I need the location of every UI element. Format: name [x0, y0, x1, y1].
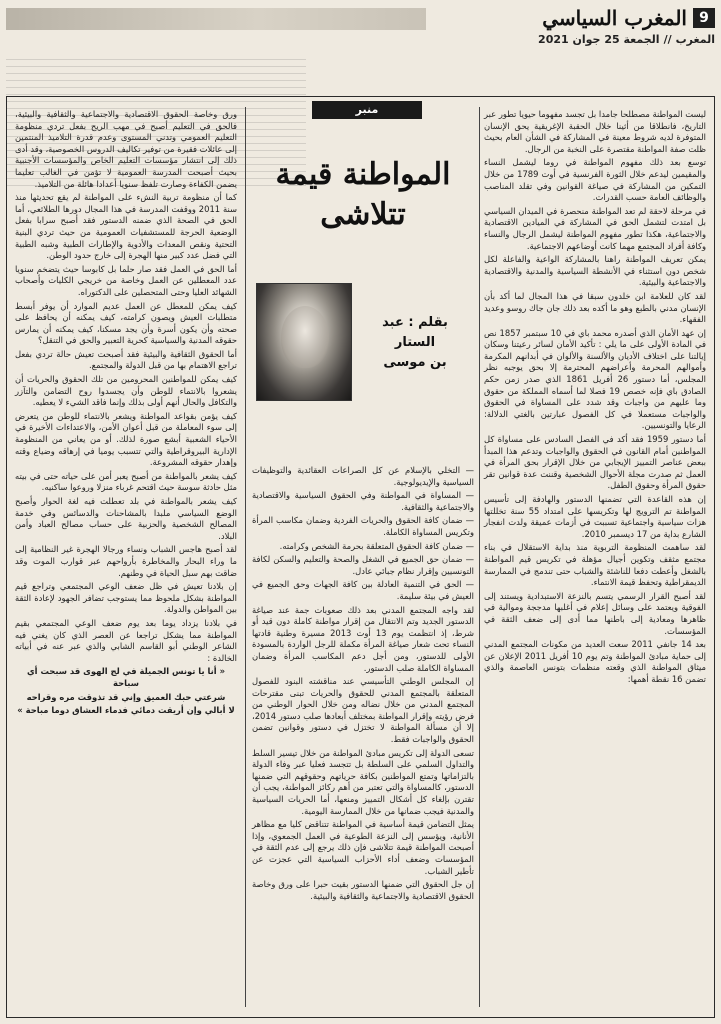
section-title: المغرب السياسي [542, 6, 687, 30]
article-paragraph: أما الحق في العمل فقد صار حلما بل كابوسا حيث يتضخم سنويا عدد المعطلين عن العمل وخاصة من خريجي الكليات وأصحاب الشهائد العليا وحتى المتحصلين على الدكتوراه. [15, 263, 237, 297]
dateline [538, 33, 715, 46]
article-paragraph: إن بلادنا تعيش في ظل ضعف الوعي المجتمعي وتراجع قيم المواطنة بشكل ملحوظ مما يستوجب تضافر الجهود لإعادة الثقة بين المواطن والدولة. [15, 581, 237, 615]
author-portrait [281, 306, 329, 368]
article-paragraph: — الحق في التنمية العادلة بين كافة الجهات وحق الجميع في العيش في بيئة سليمة. [252, 579, 474, 601]
article-paragraph: كيف يمكن للمعطل عن العمل عديم الموارد أن يوفر أبسط متطلبات العيش ويصون كرامته، كيف يمكنه أن يحافظ على صحته وأن يكون أسرة وأن يجد مسكنا، كيف يمكنه أن يمارس حقوقه المدنية والسياسية كحرية التعبير والحق في التنقل؟ [15, 300, 237, 346]
headline-line-2: تتلاشى [320, 197, 406, 232]
article-paragraph: كيف يشعر بالمواطنة في بلد تعطلت فيه لغة الحوار وأصبح الوضع السياسي ملبدا بالمشاحنات والدسائس وفي خدمة المصالح الشخصية والحزبية على حساب مصالح العباد وأمن البلاد. [15, 496, 237, 541]
article-paragraph: لقد ساهمت المنظومة التربوية منذ بداية الاستقلال في بناء مجتمع مثقف وتكوين أجيال مؤهلة في تكريس قيم المواطنة بالشغل وأعطت دفعا للناشئة والشباب حتى تندمج في الممارسة الديمقراطية وتحفظ قيمة الانتماء. [484, 542, 706, 588]
column-divider [479, 107, 480, 1007]
publication-name: المغرب [675, 33, 715, 46]
article-column-right [484, 109, 706, 688]
article-paragraph: — ضمان كافة الحقوق والحريات الفردية وضمان مكاسب المرأة وتكريس المساواة الكاملة. [252, 515, 474, 537]
article-paragraph: كيف يشعر بالمواطنة من أصبح يعبر أمن على حياته حتى في بيته مثل حادثة سوسة حيث اقتحم غرباء منزلا وروعوا ساكنيه. [15, 470, 237, 493]
article-paragraph: إن جل الحقوق التي ضمنها الدستور بقيت حبرا على ورق وخاصة الحقوق الاقتصادية والاجتماعية والثقافية والبيئية. [252, 879, 474, 901]
article-paragraph: لقد كان للعلامة ابن خلدون سبقا في هذا المجال لما أكد بأن الإنسان مدني بالطبع وهو ما أكده بعد ذلك جان جاك روسو وعديد الفقهاء. [484, 290, 706, 325]
dateline-separator: // [663, 33, 672, 46]
article-paragraph: إن المجلس الوطني التأسيسي عند مناقشته البنود للفصول المتعلقة بالمجتمع المدني للحقوق والحريات تبنى مقترحات المجتمع المدني من خلال نضاله ومن خلال الحوار الوطني من فرض رؤيته وإقرار المواطنة بمختلف أبعادها صلب دستور 2014، إلا أن مسألة المواطنة لا تختزل في دستور وقوانين تضمن الحقوق والواجبات فقط. [252, 676, 474, 745]
page-number: 9 [693, 8, 715, 28]
headline-line-1: المواطنة قيمة [275, 157, 451, 192]
article-paragraph: كما أن منظومة تربية النشء على المواطنة لم يقع تحديثها منذ سنة 2011 ووقفت المدرسة في هذا المجال دورها الطلائعي، أما الحق في الصحة الذي ضمنه الدستور فقد أصبح سرابا بفعل الوضعية الحرجة للمستشفيات العمومية من حيث تردي البنية التحتية ونقص المعدات والأدوية والإطارات الطبية وشبه الطبية التي فضل عدد كبير منها الهجرة إلى خارج حدود الوطن. [15, 192, 238, 261]
poem-verse: لا أبالي وإن أريقت دمائي فدماء العشاق دوما مباحة » [17, 705, 235, 716]
article-paragraph: يمثل التضامن قيمة أساسية في المواطنة تتناقض كليا مع مظاهر الأنانية، ويؤسس إلى النزعة الطوعية في العمل الجمعوي، وإذا أصبحت المواطنة قيمة تتلاشى فإن ذلك يرجع إلى عدم الثقة في المؤسسات وضعف أداء الأحزاب السياسية التي عجزت عن تأطير الشباب. [252, 819, 474, 876]
byline-name: بن موسى [383, 355, 447, 370]
article-paragraph: — ضمان حق الجميع في الشغل والصحة والتعليم والسكن لكافة التونسيين وإقرار نظام جبائي عادل. [252, 554, 474, 576]
poem-verse: شرعتي حبك العميق وإني قد تذوقت مره وقراحه [26, 691, 226, 702]
article-paragraph: لقد واجه المجتمع المدني بعد ذلك صعوبات جمة عند صياغة الدستور الجديد وتم الانتقال من إقرار مواطنة كاملة دون قيد أو شرط، إذ انتظمت يوم 13 أوت 2013 مسيرة وطنية قادتها النساء تحت شعار صياغة المرأة مكملة للرجل الواردة بالمسودة الأولى للدستور، ومن أجل دعم المكاسب المرأة وضمان المساواة الكاملة صلب الدستور. [252, 604, 474, 673]
article-paragraph: أما الحقوق الثقافية والبيئية فقد أصبحت تعيش حالة تردي بفعل تراجع الاهتمام بها من قبل الدولة والمجتمع. [15, 348, 237, 371]
article-headline [250, 155, 476, 235]
author-name [360, 313, 470, 373]
article-paragraph: يمكن تعريف المواطنة راهنا بالمشاركة الواعية والفاعلة لكل شخص دون استثناء في الأنشطة السياسية والمدنية والاقتصادية والاجتماعية والبيئية. [484, 254, 706, 288]
article-paragraph: في مرحلة لاحقة لم تعد المواطنة منحصرة في الميدان السياسي بل امتدت لتشمل الحق في المشاركة في الميادين الاقتصادية والاجتماعية، هكذا تطور مفهوم المواطنة ليشمل الرجال والنساء وكافة أفراد المجتمع مهما كانت أوضاعهم الاجتماعية. [484, 205, 706, 251]
publication-date: الجمعة 25 جوان 2021 [538, 33, 660, 46]
column-divider [245, 107, 246, 1007]
article-paragraph: في بلادنا يزداد يوما بعد يوم ضعف الوعي المجتمعي بقيم المواطنة مما يشكل تراجعا عن العصر الذي كان يغني فيه الشاعر الوطني أبو القاسم الشابي والذي عبر عنه في أبياته الخالدة : [15, 617, 237, 663]
article-paragraph: — المساواة في المواطنة وفي الحقوق السياسية والاقتصادية والاجتماعية والثقافية. [252, 490, 474, 512]
article-paragraph: ليست المواطنة مصطلحا جامدا بل تجسد مفهوما حيويا تطور عبر التاريخ، فانطلاقا من أثينا خلال الحقبة الإغريقية يحق الإنسان المتوفرة لديه شروط معينة في المشاركة في الشأن العام بحيث ظلت صفة المواطنة مقتصرة على النخبة من الرجال. [484, 109, 706, 154]
article-paragraph: تسعى الدولة إلى تكريس مبادئ المواطنة من خلال تيسير السلط والتداول السلمي على السلطة بل تتجسد فعليا عبر وفاء الدولة بالتزاماتها وتمتع المواطنين بكافة حرياتهم وحقوقهم التي ضمنها الدستور، كالمساواة والتي تعتبر من أهم ركائز المواطنة، يجب أن تقترن بإلغاء كل أشكال التمييز ومنعها، أما الحريات السياسية والمدنية فيجب ضمانها من خلال الممارسة اليومية. [252, 747, 474, 816]
article-paragraph: إن هذه القاعدة التي تضمنها الدستور والهادفة إلى تأسيس المواطنة تم الترويج لها وتكريسها على امتداد 55 سنة تخللتها هزات سياسية واجتماعية تسببت في أزمات عميقة ولدت انفجار الشارع بداية من 17 ديسمبر 2010. [484, 494, 706, 539]
article-paragraph: لقد أصبح القرار الرسمي يتسم بالنزعة الاستبدادية ويستند إلى الفوقية ويعتمد على وسائل إعلام في أغلبها مدججة وموالية في ظاهرها ومعادية إلى باطنها مما أدى إلى ضعف الثقة في المؤسسات. [484, 590, 706, 636]
article-paragraph: لقد أصبح هاجس الشباب ونساء ورجالا الهجرة غير النظامية إلى ما وراء البحار والمخاطرة بأرواحهم عبر قوارب الموت وقد ضاقت بهم سبل الحياة في وطنهم. [15, 544, 237, 578]
section-tag: منبر [312, 101, 422, 119]
article-paragraph: — التخلي بالإسلام عن كل الصراعات العقائدية والتوظيفات السياسية والإيديولوجية. [252, 465, 474, 487]
article-paragraph: كيف يؤمن بقواعد المواطنة ويشعر بالانتماء للوطن من يتعرض إلى سوء المعاملة من قبل أعوان الأمن، والاعتداءات الأخيرة في الأحياء الشعبية أبشع صورة لذلك. أو من يعاني من المنظومة الإدارية البيروقراطية والتي تتسبب يوميا في إرهاقه وضياع وقته وإهدار حقوقه المشروعة. [15, 410, 237, 468]
article-paragraph: — ضمان كافة الحقوق المتعلقة بحرمة الشخص وكرامته. [279, 540, 474, 551]
masthead [6, 6, 715, 50]
article-column-left [15, 109, 237, 719]
article-paragraph: بعد 14 جانفي 2011 سعت العديد من مكونات المجتمع المدني إلى حماية مبادئ المواطنة وتم يوم 10 أفريل 2011 الإعلان عن ميثاق المواطنة الذي وقعته منظمات بتونس العاصمة والذي تضمن 16 نقطة أهمها: [484, 639, 706, 684]
byline-prefix: بقلم : عبد الستار [382, 315, 448, 350]
faded-banner [6, 8, 426, 30]
article-paragraph: كيف يمكن للمواطنين المحرومين من تلك الحقوق والحريات أن يشعروا بالانتماء للوطن وأن يجسدوا روح التضامن والتآزر والتكافل والحال أنهم أولى بذلك وإنما فاقد الشيء لا يعطيه. [15, 374, 237, 408]
article-paragraph: توسع بعد ذلك مفهوم المواطنة في روما ليشمل النساء والمقيمين ليدعم خلال الثورة الفرنسية في أوت 1789 من خلال التمكين من المشاركة في صياغة القوانين وفي تقلد المناصب والوظائف العامة حسب القدرات. [484, 157, 706, 203]
article-column-middle [252, 465, 474, 904]
author-photo [256, 283, 352, 401]
article-frame [6, 96, 715, 1018]
byline [250, 283, 476, 443]
article-paragraph: ورق وخاصة الحقوق الاقتصادية والاجتماعية والثقافية والبيئية، فالحق في التعليم أصبح في مهب الريح بفعل تردي منظومة التعليم العمومي وتدني المستوى وعدم قدرة التلاميذ المنتمين إلى عائلات فقيرة من توفير تكاليف الدروس الخصوصية، وقد أدى ذلك إلى انتشار مؤسسات التعليم الخاص والمؤسسات الأجنبية بحيث أصبحت المدرسة العمومية لا تؤمن في الغالب تعليما يضمن الكفاءة وصارت تلفظ سنويا أعدادا هائلة من التلاميذ. [15, 109, 237, 189]
article-paragraph: أما دستور 1959 فقد أكد في الفصل السادس على مساواة كل المواطنين أمام القانون في الحقوق والواجبات وتدعم هذا المبدأ ببعض عناصر التمييز الإيجابي من خلال الإقرار بحق المرأة في العمل ثم صدرت مجلة الأحوال الشخصية وقننت عدة قوانين تقر حقوق المرأة وحقوق الطفل. [484, 434, 706, 491]
poem-verse: « أنا يا تونس الجميلة في لج الهوى قد سبحت أي سباحة [26, 666, 225, 688]
article-paragraph: إن عهد الأمان الذي أصدره محمد باي في 10 سبتمبر 1857 نص في المادة الأولى على ما يلي : تأكيد الأمان لسائر رعيتنا وسكان إيالتنا على اختلاف الأديان والألسنة والألوان في أبدانهم المكرمة وأموالهم المحرمة وأعراضهم المحترمة إلا بحق يوجبه نظر المجلس، أما دستور 26 أفريل 1861 الذي صدر زمن حكم الصادق باي فإنه خصص 19 فصلا لما أسماه المملكة من حقوق وما عليهم من واجبات وقد شدد على المساواة في الحقوق والواجبات مستعملا في كل الفصول عبارتين بالغتي الدلالة: الرعايا والتونسيين. [484, 327, 707, 431]
